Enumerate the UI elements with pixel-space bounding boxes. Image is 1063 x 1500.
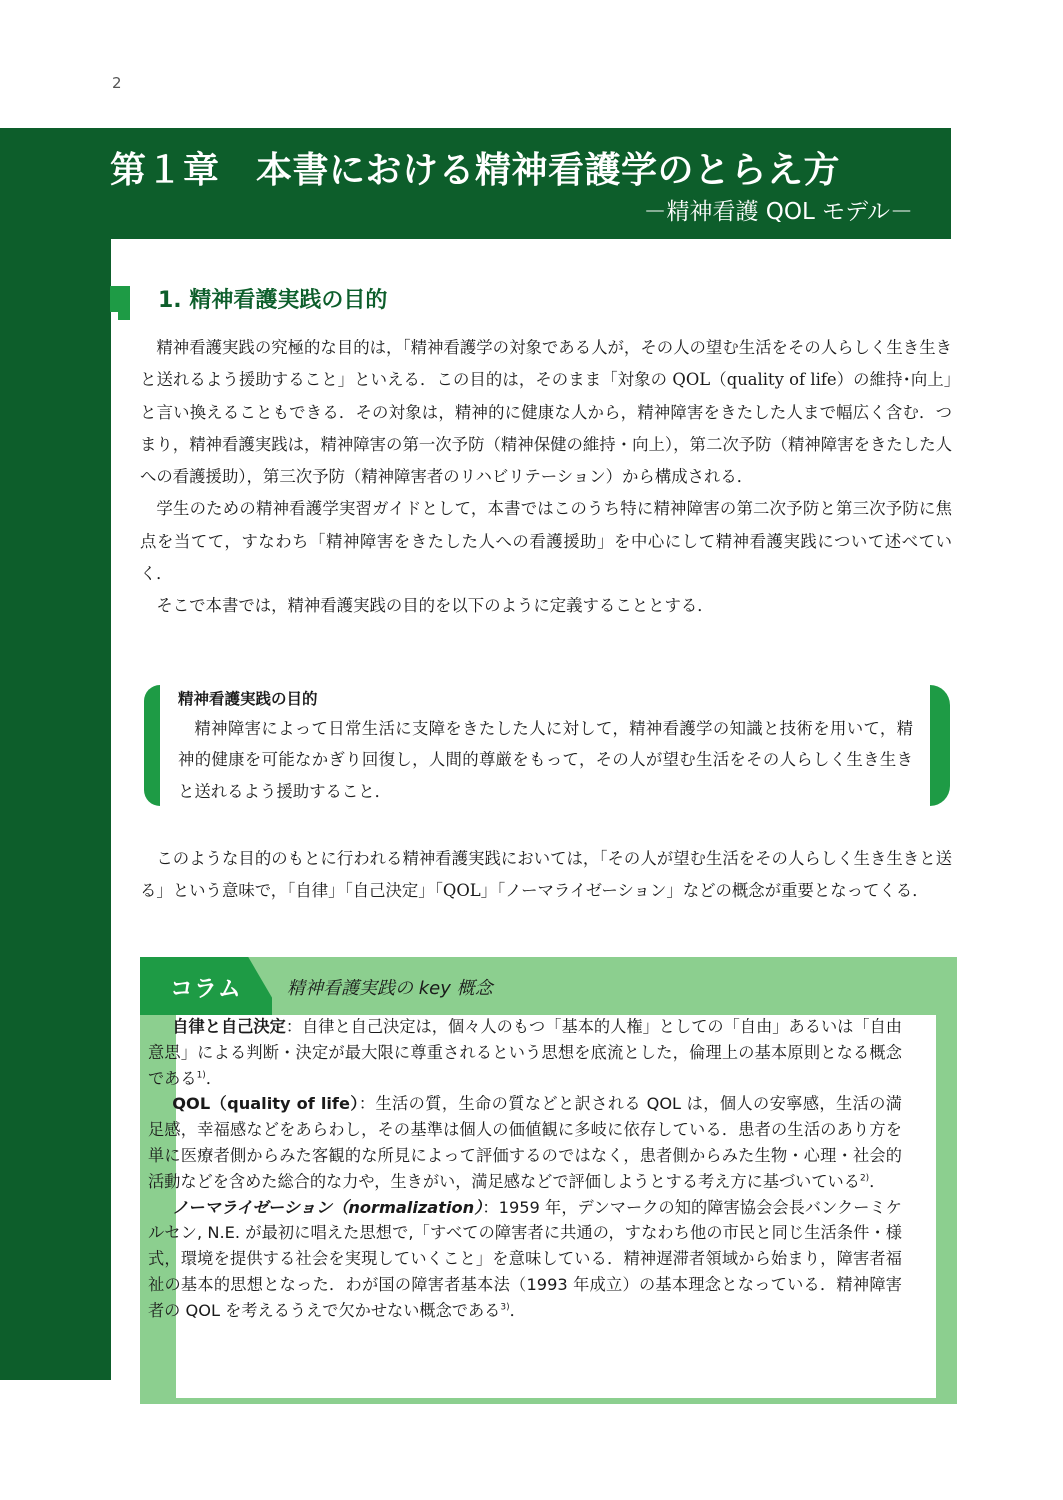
section-body: [140, 332, 952, 623]
column-text: [148, 1014, 902, 1324]
column-entry-end: ．: [509, 1300, 526, 1320]
definition-body: 精神障害によって日常生活に支障をきたした人に対して，精神看護学の知識と技術を用いて，精神的健康を可能なかぎり回復し，人間的尊厳をもって，その人が望む生活をその人らしく生き生きと送れるよう援助すること．: [178, 719, 913, 801]
column-term: ノーマライゼーション（normalization）: [172, 1197, 483, 1217]
column-entry-text: ：自律と自己決定は，個々人のもつ「基本的人権」としての「自由」あるいは「自由意思」による判断・決定が最大限に尊重されるという思想を底流とした，倫理上の基本原則となる概念である: [148, 1017, 902, 1088]
column-term: QOL（quality of life）: [172, 1094, 359, 1114]
body-paragraph: 学生のための精神看護学実習ガイドとして，本書ではこのうち特に精神障害の第二次予防と第三次予防に焦点を当てて，すなわち「精神障害をきたした人への看護援助」を中心にして精神看護実践について述べていく．: [140, 499, 952, 584]
reference-mark: 1): [196, 1070, 206, 1081]
after-definition-text: [140, 843, 952, 908]
chapter-side-bar: [0, 128, 111, 1380]
reference-mark: 3): [500, 1302, 510, 1313]
left-bracket-icon: [144, 685, 160, 806]
chapter-subtitle: －精神看護 QOL モデル－: [643, 199, 913, 225]
column-title: 精神看護実践の key 概念: [287, 978, 493, 999]
body-paragraph: そこで本書では，精神看護実践の目的を以下のように定義することとする．: [156, 596, 714, 616]
column-label: コラム: [170, 976, 242, 1002]
body-paragraph: このような目的のもとに行われる精神看護実践においては，「その人が望む生活をその人らしく生き生きと送る」という意味で，「自律」「自己決定」「QOL」「ノーマライゼーション」などの概念が重要となってくる．: [140, 849, 952, 901]
body-paragraph: 精神看護実践の究極的な目的は，「精神看護学の対象である人が，その人の望む生活をその人らしく生き生きと送れるよう援助すること」といえる．この目的は，そのまま「対象の QOL（quality of life）の維持･向上」と言い換えることもできる．その対象は，精神的に健康な人から，精神障害をきたした人まで幅広く含む．つまり，精神看護実践は，精神障害の第一次予防（精神保健の維持・向上），第二次予防（精神障害をきたした人への看護援助），第三次予防（精神障害者のリハビリテーション）から構成される．: [140, 338, 952, 487]
section-marker-icon: [110, 286, 130, 312]
column-entry: [148, 1014, 902, 1091]
column-entry: [148, 1091, 902, 1194]
right-bracket-icon: [930, 685, 950, 806]
chapter-title: 第１章 本書における精神看護学のとらえ方: [110, 150, 841, 191]
definition-box: [140, 683, 952, 808]
column-entry-text: ：生活の質，生命の質などと訳される QOL は，個人の安寧感，生活の満足感，幸福感などをあらわし，その基準は個人の価値観に多岐に依存している．患者の生活のあり方を単に医療者側からみた客観的な所見によって評価するのではなく，患者側からみた生物・心理・社会的活動などを含めた総合的な力や，生きがい，満足感などで評価しようとする考え方に基づいている: [148, 1094, 902, 1191]
column-entry-end: ．: [205, 1068, 222, 1088]
reference-mark: 2): [859, 1173, 870, 1184]
definition-title: 精神看護実践の目的: [178, 690, 318, 708]
column-entry-text: ：1959 年，デンマークの知的障害協会会長バンクーミケルセン, N.E. が最初に唱えた思想で,「すべての障害者に共通の，すなわち他の市民と同じ生活条件・様式，環境を提供する社会を実現していくこと」を意味している．精神遅滞者領域から始まり，障害者福祉の基本的思想となった．わが国の障害者基本法（1993 年成立）の基本理念となっている．精神障害者の QOL を考えるうえで欠かせない概念である: [148, 1197, 902, 1320]
section-heading: 1. 精神看護実践の目的: [158, 288, 388, 313]
page-number: 2: [112, 74, 122, 92]
column-term: 自律と自己決定: [172, 1017, 286, 1036]
column-entry: [148, 1195, 902, 1324]
column-entry-end: ．: [869, 1171, 886, 1191]
